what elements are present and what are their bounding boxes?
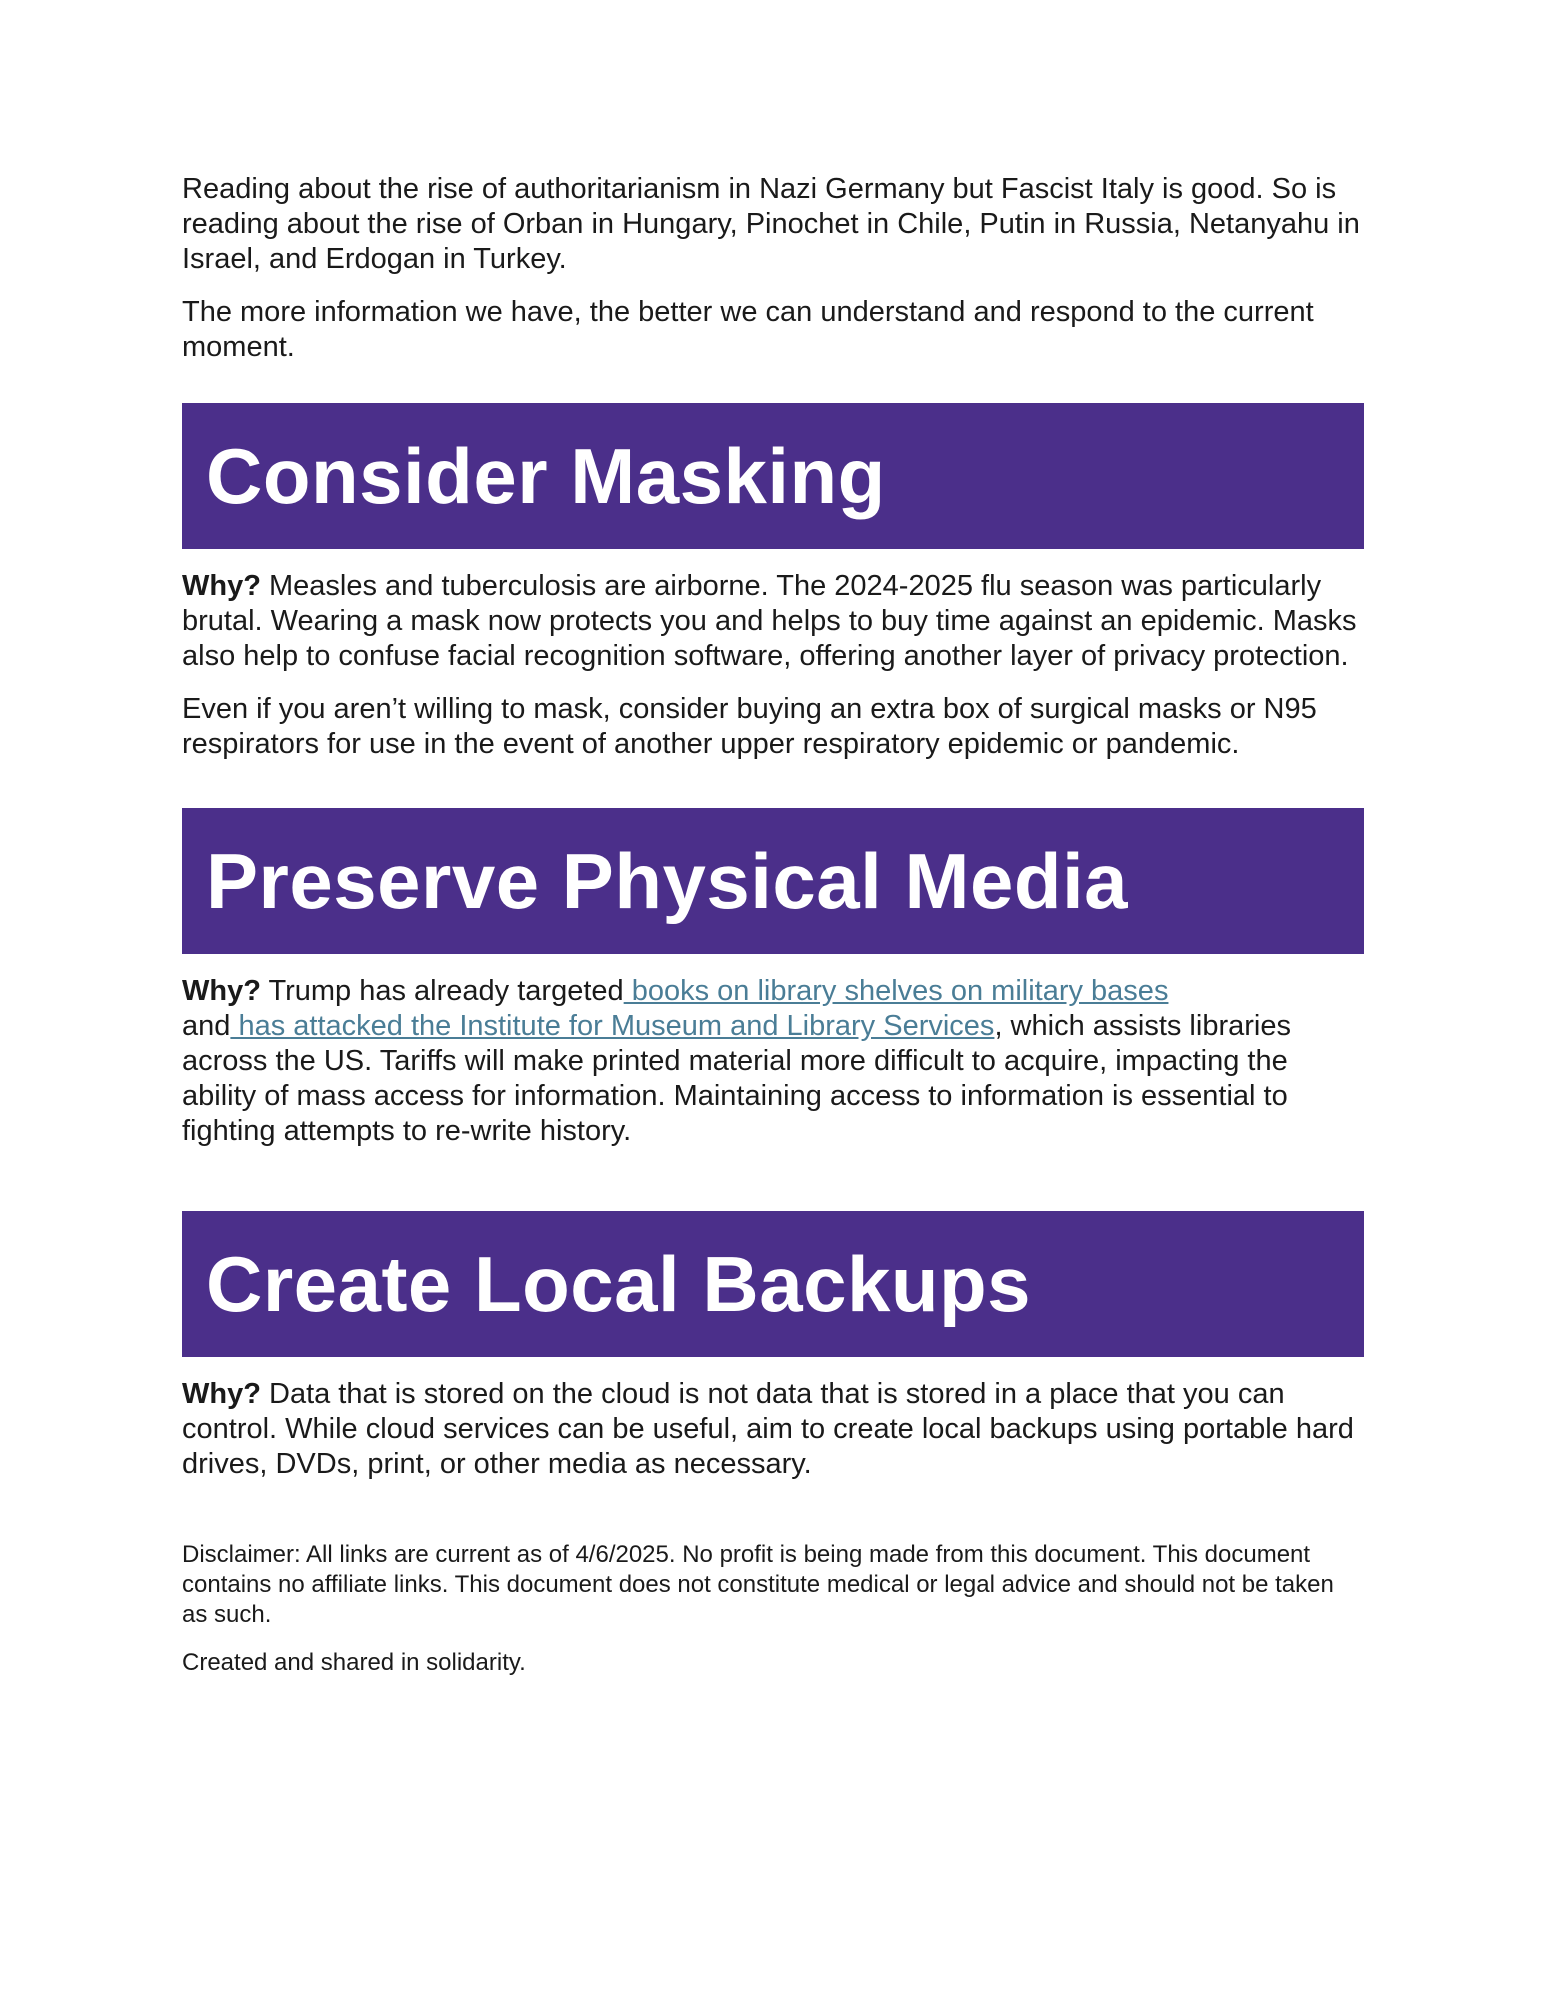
media-text-c: , which assists libraries across the US. Tariffs will make printed material more difficult to acquire, impacting the ability of mass access for information. Maintaining access to information is essential to fighting attempts to re-write history. — [182, 1010, 1291, 1147]
intro-paragraph-1: Reading about the rise of authoritarianism in Nazi Germany but Fascist Italy is good. So is reading about the rise of Orban in Hungary, Pinochet in Chile, Putin in Russia, Netanyahu in Israel, and Erdogan in Turkey. — [182, 173, 1360, 275]
disclaimer-text: Disclaimer: All links are current as of 4/6/2025. No profit is being made from this document. This document contains no affiliate links. This document does not constitute medical or legal advice and should not be taken as such. — [182, 1541, 1334, 1628]
intro-paragraph-2: The more information we have, the better we can understand and respond to the current moment. — [182, 296, 1314, 363]
backups-paragraph — [182, 1377, 1364, 1482]
section-banner-backups — [182, 1211, 1364, 1357]
solidarity-text: Created and shared in solidarity. — [182, 1649, 526, 1676]
media-text-a: Trump has already targeted — [260, 975, 624, 1007]
link-imls[interactable]: has attacked the Institute for Museum and Library Services — [230, 1010, 995, 1042]
disclaimer-block — [182, 1540, 1364, 1678]
section-title-masking: Consider Masking — [206, 431, 886, 520]
section-banner-media — [182, 808, 1364, 954]
masking-paragraph-2: Even if you aren’t willing to mask, consider buying an extra box of surgical masks or N95 respirators for use in the event of another upper respiratory epidemic or pandemic. — [182, 693, 1317, 760]
section-banner-masking — [182, 403, 1364, 549]
link-library-shelves[interactable]: books on library shelves on military bases — [623, 975, 1169, 1007]
media-text-b: and — [182, 1010, 231, 1042]
why-label: Why? — [182, 570, 261, 602]
section-title-backups: Create Local Backups — [206, 1239, 1032, 1328]
why-label: Why? — [182, 975, 261, 1007]
section-title-media: Preserve Physical Media — [206, 836, 1129, 925]
masking-text: Measles and tuberculosis are airborne. The 2024-2025 flu season was particularly brutal. Wearing a mask now protects you and helps to buy time against an epidemic. Masks also help to confuse facial recognition software, offering another layer of privacy protection. — [182, 570, 1357, 672]
media-paragraph — [182, 974, 1364, 1149]
why-label: Why? — [182, 1378, 261, 1410]
document-page — [182, 172, 1364, 1678]
backups-text: Data that is stored on the cloud is not data that is stored in a place that you can control. While cloud services can be useful, aim to create local backups using portable hard drives, DVDs, print, or other media as necessary. — [182, 1378, 1354, 1480]
masking-paragraph-1 — [182, 569, 1364, 674]
